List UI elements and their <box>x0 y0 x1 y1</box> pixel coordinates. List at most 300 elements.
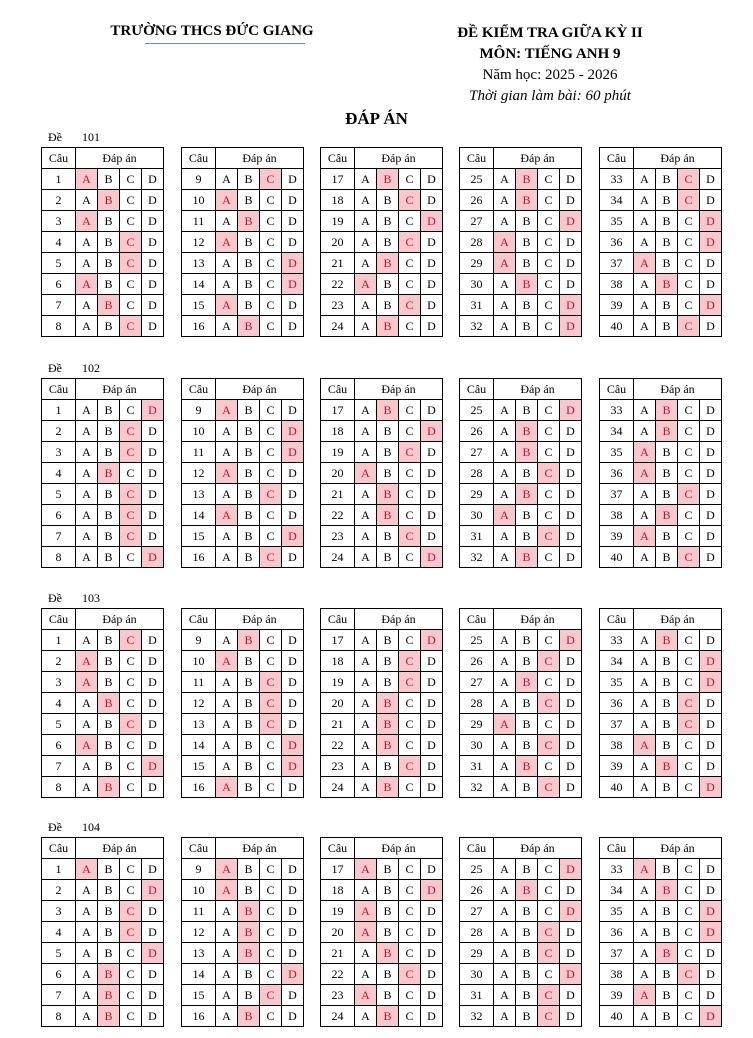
option-cell: B <box>238 169 260 190</box>
question-number: 23 <box>321 985 355 1006</box>
option-cell: B <box>516 211 538 232</box>
exam-title: ĐỀ KIỂM TRA GIỮA KỲ II <box>457 25 643 41</box>
option-cell: C <box>538 964 560 985</box>
option-cell: D <box>560 985 582 1006</box>
question-row <box>42 756 164 777</box>
answer-header: Đáp án <box>76 148 164 169</box>
option-cell: A <box>494 943 516 964</box>
correct-option: B <box>377 1006 399 1027</box>
option-cell: A <box>355 211 377 232</box>
question-number: 28 <box>460 232 494 253</box>
option-cell: A <box>76 985 98 1006</box>
answer-header: Đáp án <box>355 379 443 400</box>
option-cell: B <box>516 985 538 1006</box>
correct-option: A <box>634 463 656 484</box>
correct-option: D <box>142 756 164 777</box>
correct-option: C <box>260 672 282 693</box>
option-cell: A <box>494 756 516 777</box>
question-row <box>182 253 304 274</box>
correct-option: C <box>399 295 421 316</box>
option-cell: B <box>656 651 678 672</box>
option-cell: C <box>399 777 421 798</box>
question-row <box>321 756 443 777</box>
option-cell: C <box>120 190 142 211</box>
option-cell: D <box>282 901 304 922</box>
correct-option: A <box>355 901 377 922</box>
option-cell: C <box>120 169 142 190</box>
option-cell: D <box>142 253 164 274</box>
question-number: 15 <box>182 295 216 316</box>
question-row <box>42 985 164 1006</box>
option-cell: B <box>377 630 399 651</box>
option-cell: C <box>678 859 700 880</box>
option-cell: D <box>700 526 722 547</box>
question-number: 23 <box>321 295 355 316</box>
answer-header: Đáp án <box>216 609 304 630</box>
question-row <box>460 651 582 672</box>
correct-option: D <box>282 442 304 463</box>
option-cell: A <box>76 316 98 337</box>
option-cell: A <box>355 1006 377 1027</box>
question-header: Câu <box>321 609 355 630</box>
option-cell: D <box>142 295 164 316</box>
question-row <box>42 672 164 693</box>
answer-table <box>181 837 304 1027</box>
option-cell: D <box>142 859 164 880</box>
option-cell: A <box>494 880 516 901</box>
option-cell: B <box>238 484 260 505</box>
option-cell: D <box>560 1006 582 1027</box>
question-number: 34 <box>600 190 634 211</box>
option-cell: A <box>494 985 516 1006</box>
correct-option: B <box>377 316 399 337</box>
option-cell: A <box>76 526 98 547</box>
option-cell: D <box>142 463 164 484</box>
option-cell: C <box>678 463 700 484</box>
option-cell: B <box>656 901 678 922</box>
correct-option: A <box>216 859 238 880</box>
question-number: 15 <box>182 756 216 777</box>
option-cell: C <box>260 505 282 526</box>
option-cell: A <box>355 756 377 777</box>
option-cell: B <box>98 253 120 274</box>
option-cell: B <box>98 400 120 421</box>
correct-option: B <box>98 1006 120 1027</box>
question-number: 14 <box>182 964 216 985</box>
question-row <box>460 295 582 316</box>
option-cell: D <box>700 484 722 505</box>
option-cell: D <box>421 463 443 484</box>
option-cell: B <box>238 880 260 901</box>
option-cell: D <box>282 651 304 672</box>
option-cell: A <box>355 777 377 798</box>
option-cell: A <box>634 232 656 253</box>
question-number: 12 <box>182 693 216 714</box>
question-header: Câu <box>182 609 216 630</box>
option-cell: C <box>260 880 282 901</box>
question-number: 7 <box>42 295 76 316</box>
option-cell: D <box>421 922 443 943</box>
question-number: 10 <box>182 880 216 901</box>
option-cell: D <box>421 985 443 1006</box>
correct-option: B <box>98 693 120 714</box>
option-cell: B <box>377 274 399 295</box>
correct-option: C <box>120 316 142 337</box>
exam-subject: MÔN: TIẾNG ANH 9 <box>479 46 621 62</box>
option-cell: B <box>377 859 399 880</box>
correct-option: A <box>355 274 377 295</box>
option-cell: A <box>216 901 238 922</box>
option-cell: B <box>377 985 399 1006</box>
option-cell: A <box>355 651 377 672</box>
option-cell: B <box>238 274 260 295</box>
question-number: 36 <box>600 693 634 714</box>
question-number: 27 <box>460 211 494 232</box>
correct-option: C <box>120 901 142 922</box>
answer-table <box>320 837 443 1027</box>
correct-option: B <box>98 190 120 211</box>
question-number: 40 <box>600 1006 634 1027</box>
question-row <box>600 672 722 693</box>
option-cell: A <box>355 169 377 190</box>
option-cell: B <box>238 190 260 211</box>
option-cell: D <box>560 693 582 714</box>
question-row <box>42 316 164 337</box>
option-cell: C <box>678 735 700 756</box>
option-cell: A <box>634 672 656 693</box>
question-row <box>182 463 304 484</box>
question-number: 12 <box>182 922 216 943</box>
option-cell: A <box>355 672 377 693</box>
question-number: 26 <box>460 651 494 672</box>
correct-option: B <box>238 1006 260 1027</box>
correct-option: B <box>656 756 678 777</box>
correct-option: C <box>120 253 142 274</box>
answer-header: Đáp án <box>76 609 164 630</box>
correct-option: B <box>516 672 538 693</box>
question-row <box>182 901 304 922</box>
question-row <box>321 735 443 756</box>
answer-header: Đáp án <box>355 148 443 169</box>
correct-option: D <box>421 630 443 651</box>
question-row <box>42 735 164 756</box>
question-row <box>182 756 304 777</box>
option-cell: A <box>76 232 98 253</box>
option-cell: B <box>98 922 120 943</box>
option-cell: D <box>142 211 164 232</box>
question-number: 36 <box>600 232 634 253</box>
correct-option: A <box>216 651 238 672</box>
correct-option: B <box>98 964 120 985</box>
option-cell: B <box>238 421 260 442</box>
answer-header: Đáp án <box>76 379 164 400</box>
correct-option: B <box>377 693 399 714</box>
question-row <box>460 777 582 798</box>
option-cell: A <box>494 463 516 484</box>
correct-option: A <box>634 735 656 756</box>
option-cell: D <box>700 693 722 714</box>
option-cell: D <box>421 901 443 922</box>
correct-option: C <box>120 526 142 547</box>
question-row <box>460 253 582 274</box>
question-header: Câu <box>460 379 494 400</box>
option-cell: B <box>516 253 538 274</box>
correct-option: D <box>421 421 443 442</box>
question-header: Câu <box>182 379 216 400</box>
question-row <box>182 880 304 901</box>
option-cell: D <box>421 442 443 463</box>
option-cell: A <box>494 442 516 463</box>
correct-option: D <box>560 630 582 651</box>
correct-option: D <box>700 901 722 922</box>
question-row <box>321 672 443 693</box>
option-cell: A <box>216 484 238 505</box>
exam-code: 103 <box>82 591 100 605</box>
question-number: 4 <box>42 232 76 253</box>
option-cell: A <box>634 943 656 964</box>
option-cell: B <box>377 190 399 211</box>
question-row <box>182 693 304 714</box>
question-row <box>42 295 164 316</box>
option-cell: B <box>98 943 120 964</box>
option-cell: B <box>377 211 399 232</box>
question-number: 25 <box>460 169 494 190</box>
option-cell: A <box>216 672 238 693</box>
option-cell: A <box>76 1006 98 1027</box>
question-number: 22 <box>321 505 355 526</box>
option-cell: B <box>377 651 399 672</box>
option-cell: D <box>560 943 582 964</box>
option-cell: C <box>260 442 282 463</box>
option-cell: A <box>494 484 516 505</box>
option-cell: B <box>238 985 260 1006</box>
option-cell: B <box>656 859 678 880</box>
question-row <box>600 190 722 211</box>
correct-option: D <box>282 421 304 442</box>
option-cell: A <box>634 547 656 568</box>
question-row <box>600 859 722 880</box>
question-number: 26 <box>460 421 494 442</box>
option-cell: C <box>678 922 700 943</box>
option-cell: A <box>76 400 98 421</box>
option-cell: C <box>538 484 560 505</box>
option-cell: D <box>142 316 164 337</box>
question-row <box>600 547 722 568</box>
question-number: 22 <box>321 964 355 985</box>
option-cell: C <box>678 901 700 922</box>
correct-option: A <box>216 777 238 798</box>
question-row <box>600 484 722 505</box>
answer-table <box>599 608 722 798</box>
question-row <box>321 526 443 547</box>
option-cell: C <box>399 169 421 190</box>
option-cell: A <box>216 211 238 232</box>
correct-option: B <box>377 484 399 505</box>
option-cell: A <box>494 211 516 232</box>
option-cell: B <box>377 901 399 922</box>
option-cell: D <box>142 232 164 253</box>
option-cell: A <box>494 316 516 337</box>
question-row <box>600 421 722 442</box>
option-cell: C <box>399 714 421 735</box>
option-cell: D <box>560 274 582 295</box>
option-cell: D <box>282 316 304 337</box>
question-number: 37 <box>600 253 634 274</box>
option-cell: A <box>216 964 238 985</box>
question-number: 32 <box>460 1006 494 1027</box>
exam-header <box>420 23 680 107</box>
option-cell: B <box>377 547 399 568</box>
question-header: Câu <box>460 148 494 169</box>
option-cell: D <box>421 756 443 777</box>
option-cell: D <box>560 253 582 274</box>
question-row <box>600 777 722 798</box>
question-header: Câu <box>600 609 634 630</box>
question-row <box>321 316 443 337</box>
option-cell: A <box>494 526 516 547</box>
option-cell: B <box>516 964 538 985</box>
question-row <box>182 274 304 295</box>
option-cell: D <box>421 295 443 316</box>
question-number: 37 <box>600 484 634 505</box>
option-cell: C <box>538 190 560 211</box>
option-cell: A <box>216 985 238 1006</box>
question-row <box>600 505 722 526</box>
correct-option: C <box>678 316 700 337</box>
option-cell: C <box>260 777 282 798</box>
question-row <box>42 190 164 211</box>
correct-option: B <box>516 880 538 901</box>
correct-option: C <box>538 693 560 714</box>
question-number: 33 <box>600 859 634 880</box>
question-number: 40 <box>600 547 634 568</box>
correct-option: A <box>355 859 377 880</box>
correct-option: C <box>120 922 142 943</box>
option-cell: C <box>120 964 142 985</box>
correct-option: D <box>700 211 722 232</box>
question-number: 7 <box>42 985 76 1006</box>
option-cell: D <box>421 169 443 190</box>
question-row <box>600 756 722 777</box>
question-row <box>460 693 582 714</box>
option-cell: D <box>421 693 443 714</box>
option-cell: A <box>216 693 238 714</box>
question-number: 17 <box>321 859 355 880</box>
option-cell: D <box>282 880 304 901</box>
question-number: 30 <box>460 964 494 985</box>
question-number: 26 <box>460 190 494 211</box>
option-cell: A <box>355 964 377 985</box>
option-cell: C <box>260 232 282 253</box>
option-cell: D <box>142 735 164 756</box>
answer-header: Đáp án <box>216 148 304 169</box>
option-cell: D <box>421 190 443 211</box>
answer-table <box>41 837 164 1027</box>
correct-option: C <box>399 190 421 211</box>
option-cell: C <box>399 316 421 337</box>
correct-option: C <box>678 169 700 190</box>
option-cell: A <box>355 693 377 714</box>
question-number: 2 <box>42 190 76 211</box>
option-cell: A <box>216 714 238 735</box>
option-cell: D <box>560 169 582 190</box>
question-row <box>42 505 164 526</box>
question-number: 3 <box>42 672 76 693</box>
question-number: 15 <box>182 985 216 1006</box>
question-row <box>321 169 443 190</box>
question-number: 11 <box>182 901 216 922</box>
option-cell: C <box>538 630 560 651</box>
question-number: 37 <box>600 714 634 735</box>
correct-option: B <box>516 547 538 568</box>
option-cell: A <box>355 526 377 547</box>
option-cell: A <box>494 169 516 190</box>
correct-option: D <box>700 777 722 798</box>
option-cell: A <box>494 400 516 421</box>
option-cell: A <box>76 190 98 211</box>
correct-option: C <box>399 964 421 985</box>
question-row <box>600 714 722 735</box>
question-row <box>600 880 722 901</box>
option-cell: A <box>355 943 377 964</box>
question-number: 15 <box>182 526 216 547</box>
question-number: 1 <box>42 169 76 190</box>
answer-header: Đáp án <box>494 838 582 859</box>
option-cell: C <box>120 777 142 798</box>
option-cell: A <box>355 253 377 274</box>
option-cell: C <box>538 505 560 526</box>
option-cell: A <box>494 964 516 985</box>
question-number: 9 <box>182 169 216 190</box>
option-cell: B <box>98 232 120 253</box>
option-cell: D <box>560 442 582 463</box>
question-row <box>460 505 582 526</box>
question-number: 13 <box>182 943 216 964</box>
correct-option: C <box>120 630 142 651</box>
question-row <box>42 1006 164 1027</box>
question-number: 28 <box>460 693 494 714</box>
question-number: 12 <box>182 463 216 484</box>
option-cell: A <box>76 463 98 484</box>
option-cell: A <box>355 880 377 901</box>
option-cell: A <box>494 651 516 672</box>
question-row <box>460 211 582 232</box>
question-row <box>321 1006 443 1027</box>
question-row <box>182 295 304 316</box>
correct-option: D <box>560 316 582 337</box>
question-row <box>460 735 582 756</box>
correct-option: A <box>216 295 238 316</box>
question-number: 29 <box>460 253 494 274</box>
option-cell: A <box>634 274 656 295</box>
option-cell: C <box>260 421 282 442</box>
question-row <box>600 463 722 484</box>
option-cell: A <box>494 295 516 316</box>
question-number: 25 <box>460 400 494 421</box>
option-cell: B <box>238 964 260 985</box>
question-number: 20 <box>321 232 355 253</box>
option-cell: C <box>260 274 282 295</box>
answer-header: Đáp án <box>494 609 582 630</box>
question-number: 20 <box>321 922 355 943</box>
correct-option: B <box>656 505 678 526</box>
question-row <box>321 274 443 295</box>
option-cell: D <box>560 526 582 547</box>
question-row <box>42 859 164 880</box>
option-cell: A <box>76 484 98 505</box>
option-cell: B <box>98 880 120 901</box>
question-row <box>182 672 304 693</box>
